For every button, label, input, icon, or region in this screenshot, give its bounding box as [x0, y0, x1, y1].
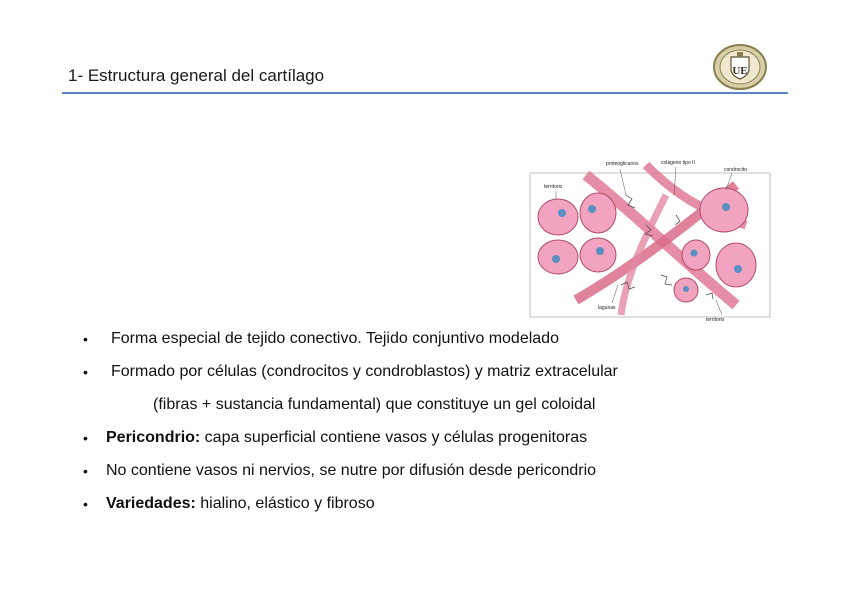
bullet-text: No contiene vasos ni nervios, se nutre por difusión desde pericondrio	[106, 462, 597, 479]
list-item	[78, 460, 618, 482]
title-divider	[62, 92, 788, 94]
bullet-text: Forma especial de tejido conectivo. Tejido conjuntivo modelado	[111, 330, 559, 347]
svg-text:UE: UE	[732, 65, 748, 77]
list-item	[78, 427, 618, 449]
bullet-text: Formado por células (condrocitos y condroblastos) y matriz extracelular	[111, 363, 618, 380]
figure-label: proteoglicanos	[606, 161, 639, 167]
bullet-text: hialino, elástico y fibroso	[195, 495, 375, 512]
figure-label: condrocito	[724, 167, 748, 173]
bullet-list	[78, 328, 618, 526]
bullet-text: capa superficial contiene vasos y células progenitoras	[200, 429, 588, 446]
cartilage-diagram-icon	[526, 155, 774, 325]
figure-label: territorio	[544, 184, 563, 190]
figure-label: territorio	[706, 317, 725, 323]
list-item	[78, 328, 618, 350]
figure-label: lagunas	[598, 305, 616, 311]
page-title: 1- Estructura general del cartílago	[68, 66, 325, 85]
bullet-continuation: (fibras + sustancia fundamental) que constituye un gel coloidal	[153, 396, 596, 413]
list-item	[78, 493, 618, 515]
bullet-term: Pericondrio:	[106, 429, 201, 446]
figure-label: colágeno tipo II	[661, 160, 695, 166]
bullet-term: Variedades:	[106, 495, 196, 512]
university-seal-icon	[712, 43, 768, 91]
list-item	[78, 361, 618, 416]
